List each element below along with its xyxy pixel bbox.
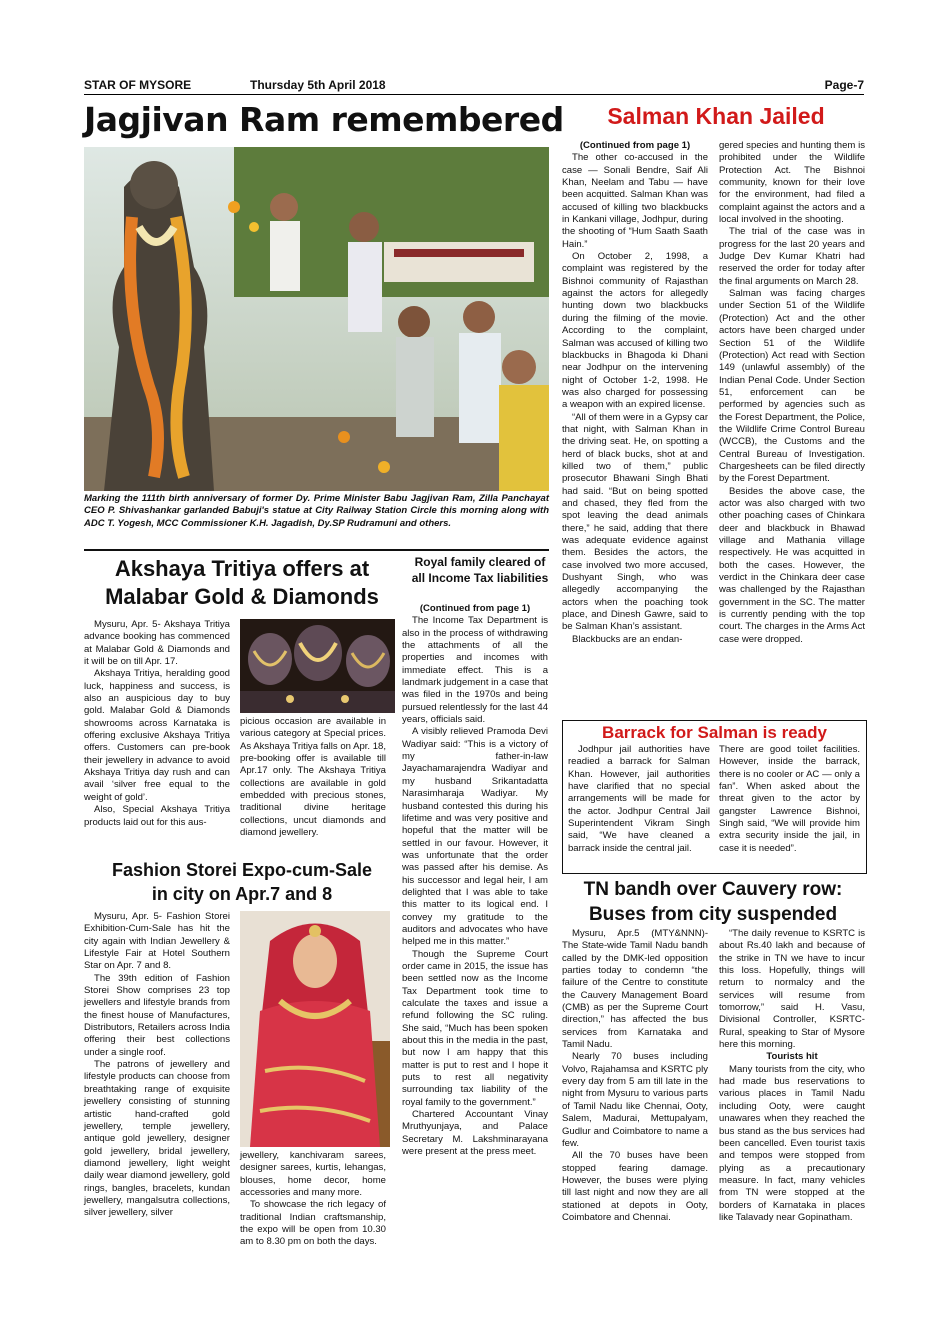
akshaya-headline-line2: Malabar Gold & Diamonds [105,584,379,609]
issue-date: Thursday 5th April 2018 [250,78,386,92]
paragraph: Many tourists from the city, who had made bus reservations to various places in Tamil Nadu including Ooty, were caught unawares when they reached the bus stand as the bus services had been cancelled. Even tourist taxis and tempos were stopped from plying as a precautionary measure. In fact, many vehicles from TN were stopped at the borders of Karnataka in places like Talavady near Gopinatham. [719,1063,865,1223]
statue-photo-illustration [84,147,549,491]
paragraph: “The daily revenue to KSRTC is about Rs.40 lakh and because of the strike in TN we have to incur this loss. Hopefully, things will return to normalcy and the services will resume from tomorrow,” said H. Vasu, Divisional Controller, KSRTC-Rural, speaking to Star of Mysore here this morning. [719,928,865,1051]
paragraph: “All of them were in a Gypsy car that night, with Salman Khan in the driving seat. He, on spotting a herd of black bucks, shot at and killed two of them,” public prosecutor Bhawani Singh Bhati had said. “But on being spotted and chased, they fled from the spot leaving the dead animals there,” he said, adding that there was adequate evidence against them. Besides the actors, the case involved two more accused, Dushyant Singh, who was allegedly accompanying the actors when the poaching took place, and Dinesh Gawre, said to be Salman Khan’s assistant. [562,411,708,633]
jewellery-illustration [240,619,395,713]
jewellery-photo [240,619,395,713]
tn-headline-line1: TN bandh over Cauvery row: [583,879,843,900]
royal-col [402,603,548,1158]
paragraph: A visibly relieved Pramoda Devi Wadiyar said: “This is a victory of my father-in-law Jayachamarajendra Wadiyar and my husband Srikantadatta Narasimharaja Wadiyar. My husband contested this during his lifetime and was very positive and hopeful that the matter will be settled in our favour. However, it was unfortunate that the order was passed after his demise. As his successor and legal heir, I am delighted that I was able to take this matter to its logical end. I convey my gratitude to the auditors and advocates who have helped me in this matter.” [402,726,548,948]
akshaya-headline-line1: Akshaya Tritiya offers at [114,556,370,581]
paragraph: The 39th edition of Fashion Storei Show comprises 23 top jewellers and lifestyle brands from the finest house of Manufactures, Distributors, Retailers across India offering their best collections under a single roof. [84,972,230,1058]
paragraph: picious occasion are available in various category at Special prices. As Akshaya Tritiya falls on Apr. 18, pre-booking offer is available till Apr.17 only. The Akshaya Tritiya collections are available in gold embedded with precious stones, traditional divine heritage collections, uncut diamonds and diamond jewellery. [240,716,386,839]
paragraph: Mysuru, Apr. 5- Fashion Storei Exhibition-Cum-Sale has hit the city again with Indian Jewellery & Lifestyle Fair at Hotel Southern Star on Apr. 7 and 8. [84,911,230,972]
paragraph: There are good toilet facilities. However, inside the barrack, there is no cooler or AC — only a fan”. When asked about the threat given to the actor by gangster Lawrence Bishnoi, Singh said, “We will provide him extra security inside the jail, in case it is needed”. [719,744,860,854]
paragraph: The trial of the case was in progress for the last 20 years and Judge Dev Kumar Khatri had reserved the order for today after the final arguments on March 28. [719,226,865,287]
salman-col2 [719,140,865,646]
paragraph: To showcase the rich legacy of traditional Indian craftsmanship, the expo will be open from 10.30 am to 8.30 pm on both the days. [240,1199,386,1248]
masthead [84,78,864,95]
model-illustration [240,911,390,1147]
paragraph: Mysuru, Apr.5 (MTY&NNN)- The State-wide Tamil Nadu bandh called by the DMK-led opposition parties today to condemn “the failure of the Centre to constitute the Cauvery Management Board (CMB) as per the Supreme Court direction,” has affected the bus services from Karnataka and Tamil Nadu. [562,928,708,1051]
fashion-headline-line1: Fashion Storei Expo-cum-Sale [111,860,373,880]
paragraph: Nearly 70 buses including Volvo, Rajahamsa and KSRTC ply every day from 5 am till late in the night from Mysuru to various parts of Tamil Nadu like Chennai, Ooty, Salem, Madurai, Mettupalyam, Gudlur and Coimbatore to name a few. [562,1051,708,1149]
continued-note: (Continued from page 1) [419,603,531,614]
tn-headline-line2: Buses from city suspended [588,904,838,925]
paragraph: Besides the above case, the actor was also charged with two other poaching cases of Chinkara deer and blackbuck in Bhawad village and Mathania village respectively. He was acquitted in both the cases. However, the verdict in the Chinkara deer case was challenged by the Rajasthan government in the SC. The matter is currently pending with the top court. The charges in the Arms Act case were dropped. [719,485,865,645]
akshaya-headline [84,555,400,611]
fashion-headline-line2: in city on Apr.7 and 8 [151,884,333,904]
fashion-col2 [240,1150,386,1249]
fashion-col1 [84,911,230,1220]
continued-note: (Continued from page 1) [579,140,691,151]
paragraph: Salman was facing charges under Section 51 of the Wildlife (Protection) Act and the other actors have been charged under Section 51 of the Wildlife (Protection) Act read with Section 149 (unlawful assembly) of the Indian Penal Code. Under Section 51, enforcement can be performed by agencies such as the Forest Department, the Police, the Wildlife Crime Control Bureau (WCCB), the Customs and the Central Bureau of Investigation. Chargesheets can be filed directly by the Forest Department. [719,288,865,485]
barrack-headline: Barrack for Salman is ready [602,723,827,742]
barrack-col2 [719,744,860,855]
fashion-headline [84,858,400,906]
paragraph: jewellery, kanchivaram sarees, designer sarees, kurtis, lehangas, blouses, home decor, home accessories and many more. [240,1150,386,1199]
page-number: Page-7 [824,78,864,92]
paragraph: Blackbucks are an endan- [572,633,683,645]
paragraph: The other co-accused in the case — Sonali Bendre, Saif Ali Khan, Neelam and Tabu — have been acquitted. Salman Khan was accused of killing two blackbucks in Kankani village, Jodhpur, during the shooting of “Hum Saath Saath Hain.” [562,152,708,250]
akshaya-col1 [84,619,230,829]
photo-caption: Marking the 111th birth anniversary of former Dy. Prime Minister Babu Jagjivan Ram, Zilla Panchayat CEO P. Shivashankar garlanded Babuji's statue at City Railway Station Circle this morning along with ADC T. Yogesh, MCC Commissioner K.H. Jagadish, Dy.SP Rudramuni and others. [84,493,549,529]
paper-name: STAR OF MYSORE [84,78,192,92]
tn-col1 [562,928,708,1224]
salman-headline: Salman Khan Jailed [607,103,825,129]
salman-col1 [562,140,708,646]
divider [84,549,549,551]
paragraph: The Income Tax Department is also in the process of withdrawing the attachments of all the properties and incomes with immediate effect. This is a landmark judgement in a case that was filed in the 1970s and being pursued relentlessly for the last 44 years, officials said. [402,615,548,726]
paragraph: On October 2, 1998, a complaint was registered by the Bishnoi community of Rajasthan against the actors for allegedly hunting down two blackbucks during the filming of the movie. According to the complaint, Salman was accused of killing two blackbucks in Bhagoda ki Dhani near Jodhpur on the intervening night of October 1-2, 1998. He was also charged for possessing a weapon with an expired license. [562,251,708,411]
jagjivan-headline: Jagjivan Ram remembered [84,100,564,139]
royal-headline: Royal family cleared of all Income Tax liabilities [411,555,549,585]
paragraph: Akshaya Tritiya, heralding good luck, happiness and success, is also an auspicious day to buy gold. Malabar Gold & Diamonds showrooms across Karnataka is offering exclusive Akshaya Tritiya offers. Customers can pre-book their jewellery in advance to avoid Akshaya Tritiya day rush and can avail ‘silver free equal to the weight of gold’. [84,668,230,803]
paragraph: Chartered Accountant Vinay Mruthyunjaya, and Palace Secretary M. Lakshminarayana were present at the press meet. [402,1109,548,1158]
subhead-tourists: Tourists hit [766,1051,818,1063]
barrack-col1 [568,744,710,855]
paragraph: Mysuru, Apr. 5- Akshaya Tritiya advance booking has commenced at Malabar Gold & Diamonds and it will be on till Apr. 17. [84,619,230,668]
model-photo [240,911,390,1147]
tn-headline [555,877,871,927]
tn-col2 [719,928,865,1224]
paragraph: Also, Special Akshaya Tritiya products laid out for this aus- [84,804,230,828]
paragraph: Jodhpur jail authorities have readied a barrack for Salman Khan. However, jail authorities have clarified that no special arrangements will be made for the actor. Jodhpur Central Jail Superintendent Vikram Singh said, “We have cleaned a barrack inside the central jail. [568,744,710,854]
akshaya-col2 [240,716,386,839]
paragraph: All the 70 buses have been stopped fearing damage. However, the buses were plying till last night and now they are all stationed at depots in Ooty, Coimbatore and Chennai. [562,1150,708,1223]
paragraph: Though the Supreme Court order came in 2015, the issue has been settled now as the Income Tax Department took time to calculate the taxes and issue a refund following the SC ruling. She said, “Much has been spoken about this in the media in the past, but now I am happy that this matter is put to rest and I hope it puts to rest all negativity surrounding tax liability of the royal family to the government.” [402,948,548,1108]
statue-photo [84,147,549,491]
paragraph: gered species and hunting them is prohibited under the Wildlife Protection Act. The Bishnoi community, known for their love for the environment, had filed a complaint against the actors and a local involved in the shooting. [719,140,865,226]
paragraph: The patrons of jewellery and lifestyle products can choose from breathtaking range of exquisite jewellery consisting of stunning artistic hand-crafted gold jewellery, temple jewellery, antique gold jewellery, designer gold jewellery, bridal jewellery, diamond jewellery, light weight daily wear diamond jewellery, gold rings, bangles, bracelets, kundan jewellery, mangalsutra collections, silver jewellery, silver [84,1059,230,1219]
